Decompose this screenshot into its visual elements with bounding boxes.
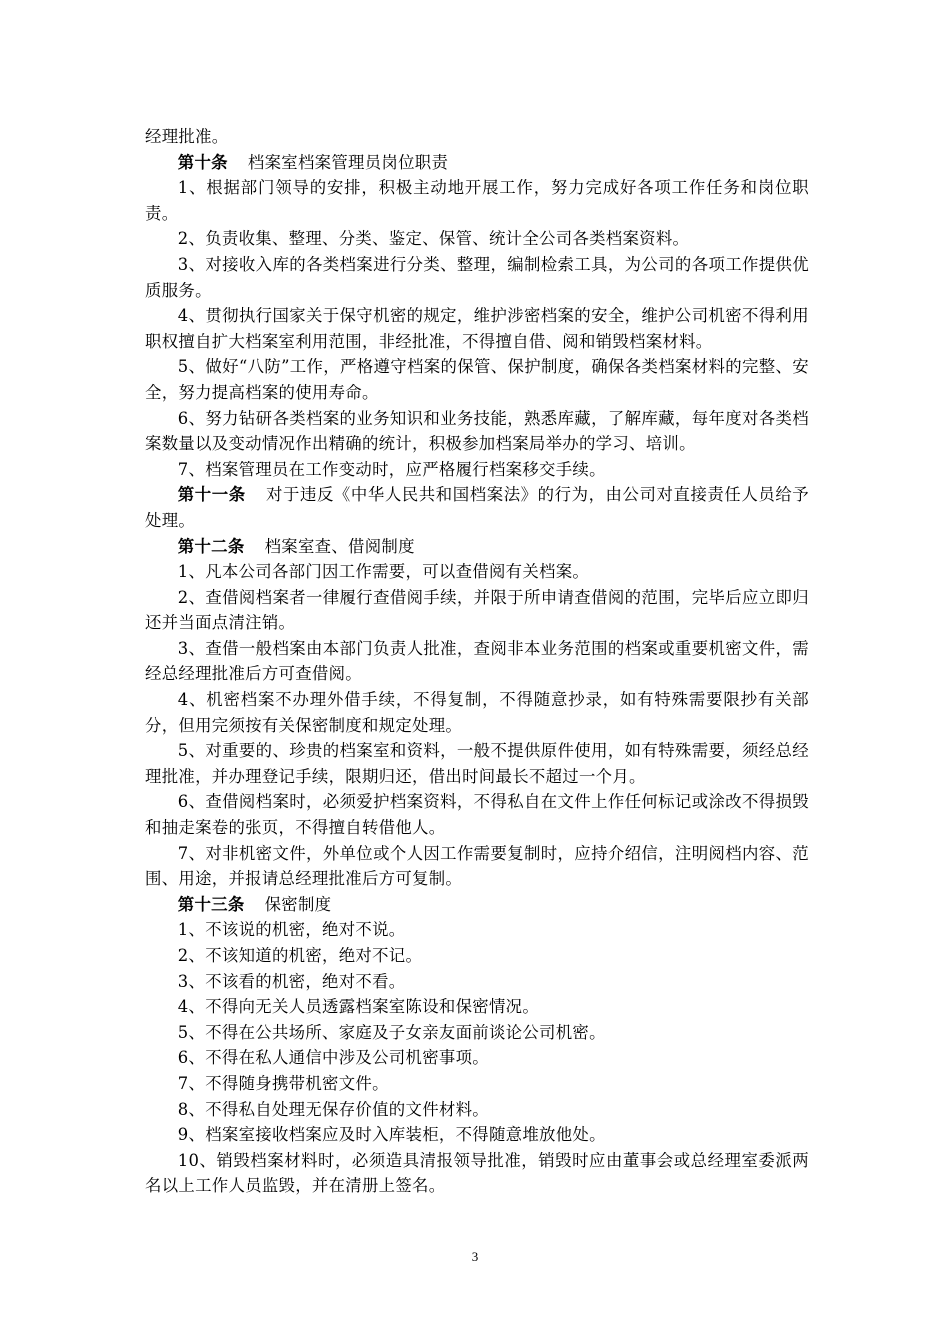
continuation-text: 经理批准。	[145, 127, 229, 146]
article-11-title: 对于违反《中华人民共和国档案法》的行为，由公司对直接责任人员给予处理。	[145, 485, 809, 530]
list-item: 8、不得私自处理无保存价值的文件材料。	[177, 1099, 489, 1119]
list-item: 4、机密档案不办理外借手续，不得复制，不得随意抄录，如有特殊需要限抄有关部分，但用完须按有关保密制度和规定处理。	[145, 690, 809, 735]
list-item: 2、查借阅档案者一律履行查借阅手续，并限于所申请查借阅的范围，完毕后应立即归还并当面点清注销。	[145, 587, 809, 633]
list-item: 1、根据部门领导的安排，积极主动地开展工作，努力完成好各项工作任务和岗位职责。	[145, 178, 809, 223]
list-item: 6、不得在私人通信中涉及公司机密事项。	[177, 1048, 489, 1068]
article-10-label: 第十条	[177, 152, 228, 172]
list-item: 1、凡本公司各部门因工作需要，可以查借阅有关档案。	[177, 562, 590, 582]
list-item: 7、对非机密文件，外单位或个人因工作需要复制时，应持介绍信，注明阅档内容、范围、用途，并报请总经理批准后方可复制。	[145, 843, 809, 889]
list-item: 5、做好“八防”工作，严格遵守档案的保管、保护制度，确保各类档案材料的完整、安全，努力提高档案的使用寿命。	[145, 357, 809, 402]
article-11-label: 第十一条	[177, 485, 246, 505]
list-item: 5、不得在公共场所、家庭及子女亲友面前谈论公司机密。	[177, 1022, 606, 1042]
article-10-heading	[145, 150, 809, 176]
list-item: 7、不得随身携带机密文件。	[177, 1073, 389, 1093]
list-item: 3、对接收入库的各类档案进行分类、整理，编制检索工具，为公司的各项工作提供优质服务。	[145, 254, 809, 300]
article-12-label: 第十二条	[177, 536, 245, 556]
list-item: 6、查借阅档案时，必须爱护档案资料，不得私自在文件上作任何标记或涂改不得损毁和抽走案卷的张页，不得擅自转借他人。	[145, 792, 809, 838]
list-item: 2、负责收集、整理、分类、鉴定、保管、统计全公司各类档案资料。	[177, 229, 690, 249]
article-11-heading	[145, 482, 809, 533]
list-item: 10、销毁档案材料时，必须造具清报领导批准，销毁时应由董事会或总经理室委派两名以上工作人员监毁，并在清册上签名。	[145, 1150, 809, 1196]
list-item: 2、不该知道的机密，绝对不记。	[177, 946, 423, 965]
list-item: 3、查借一般档案由本部门负责人批准，查阅非本业务范围的档案或重要机密文件，需经总经理批准后方可查借阅。	[145, 638, 809, 684]
list-item: 6、努力钻研各类档案的业务知识和业务技能，熟悉库藏，了解库藏，每年度对各类档案数量以及变动情况作出精确的统计，积极参加档案局举办的学习、培训。	[145, 408, 809, 454]
list-item: 7、档案管理员在工作变动时，应严格履行档案移交手续。	[177, 459, 606, 479]
article-12-heading	[145, 534, 809, 560]
article-13-heading	[145, 892, 809, 918]
article-13-label: 第十三条	[177, 894, 245, 914]
article-13-title: 保密制度	[264, 894, 332, 914]
article-10-title: 档案室档案管理员岗位职责	[247, 152, 449, 172]
document-body	[145, 124, 809, 1199]
list-item: 4、贯彻执行国家关于保守机密的规定，维护涉密档案的安全，维护公司机密不得利用职权擅自扩大档案室利用范围，非经批准，不得擅自借、阅和销毁档案材料。	[145, 306, 809, 351]
article-12-title: 档案室查、借阅制度	[264, 536, 415, 556]
page-number: 3	[471, 1249, 479, 1264]
list-item: 3、不该看的机密，绝对不看。	[177, 971, 406, 991]
list-item: 1、不该说的机密，绝对不说。	[177, 920, 406, 940]
list-item: 9、档案室接收档案应及时入库装柜，不得随意堆放他处。	[177, 1125, 606, 1145]
list-item: 5、对重要的、珍贵的档案室和资料，一般不提供原件使用，如有特殊需要，须经总经理批准，并办理登记手续，限期归还，借出时间最长不超过一个月。	[145, 741, 809, 786]
list-item: 4、不得向无关人员透露档案室陈设和保密情况。	[177, 997, 540, 1017]
